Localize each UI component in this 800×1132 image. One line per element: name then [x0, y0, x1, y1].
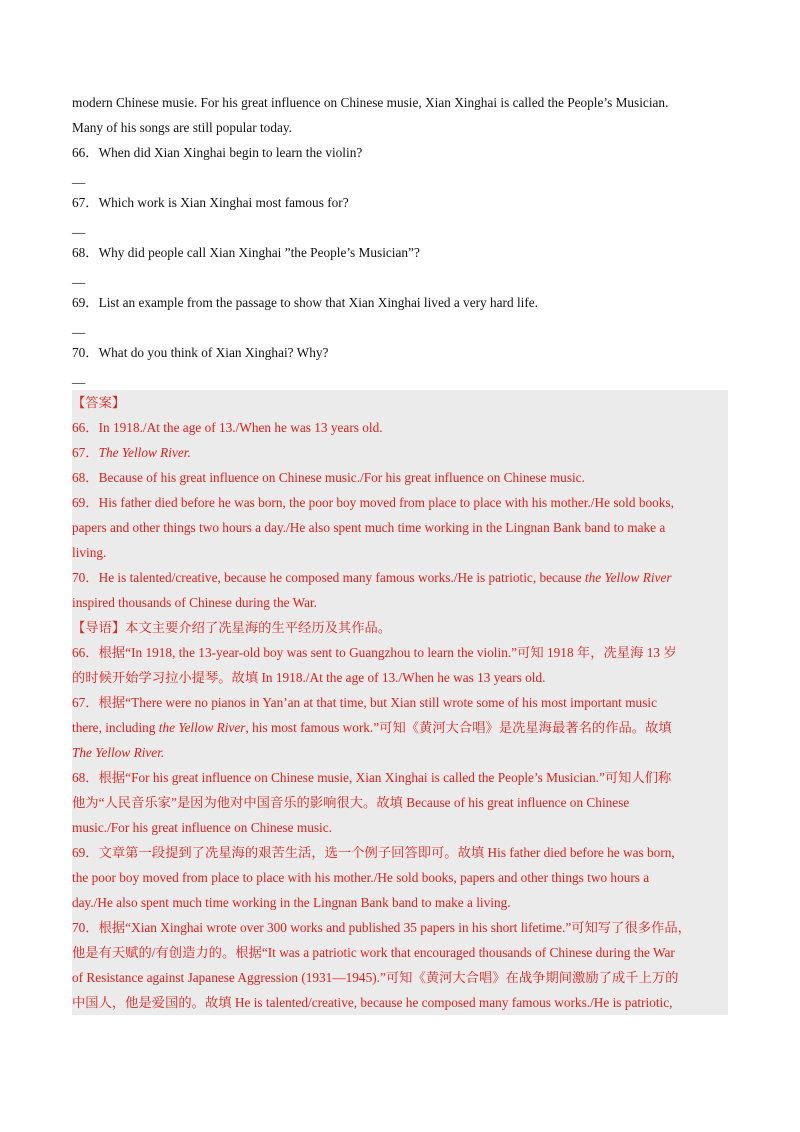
guide-67-line: 67．根据“There were no pianos in Yan’an at that time, but Xian still wrote some of his most important music — [72, 695, 657, 710]
answer-blank[interactable]: __ — [72, 170, 86, 185]
worksheet-page — [72, 90, 728, 1015]
guide-68-line: 68．根据“For his great influence on Chinese musie, Xian Xinghai is called the People’s Musician.”可知人们称 — [72, 770, 672, 785]
answer-69-line: living. — [72, 545, 107, 560]
question-text: When did Xian Xinghai begin to learn the violin? — [98, 145, 363, 160]
guide-69-line: the poor boy moved from place to place with his mother./He sold books, papers and other things two hours a — [72, 870, 650, 885]
question-list — [72, 140, 728, 390]
answer-70-title: the Yellow River — [584, 570, 672, 585]
answer-67: 67．The Yellow River. — [72, 445, 191, 460]
question-number: 68． — [72, 245, 99, 260]
answer-70-line: 70．He is talented/creative, because he composed many famous works./He is patriotic, because the Yellow River — [72, 570, 672, 585]
question-text: List an example from the passage to show that Xian Xinghai lived a very hard life. — [98, 295, 539, 310]
guide-68-line: 他为“人民音乐家”是因为他对中国音乐的影响很大。故填 Because of his great influence on Chinese — [72, 795, 630, 810]
question-68 — [72, 240, 728, 290]
question-67 — [72, 190, 728, 240]
guide-66-line: 66．根据“In 1918, the 13-year-old boy was sent to Guangzhou to learn the violin.”可知 1918 年，冼星海 13 岁 — [72, 645, 677, 660]
guide-70-line: 他是有天赋的/有创造力的。根据“It was a patriotic work that encouraged thousands of Chinese during the War — [72, 945, 675, 960]
guide-70-line: 70．根据“Xian Xinghai wrote over 300 works and published 35 papers in his short lifetime.”可知写了很多作品， — [72, 920, 691, 935]
answer-69-line: papers and other things two hours a day./He also spent much time working in the Lingnan Bank band to make a — [72, 520, 666, 535]
passage-ending — [72, 90, 728, 140]
guide-70-line: of Resistance against Japanese Aggression (1931—1945).”可知《黄河大合唱》在战争期间激励了成千上万的 — [72, 970, 679, 985]
answer-blank[interactable]: __ — [72, 220, 86, 235]
answer-66: 66．In 1918./At the age of 13./When he was 13 years old. — [72, 420, 383, 435]
guide-66-line: 的时候开始学习拉小提琴。故填 In 1918./At the age of 13./When he was 13 years old. — [72, 670, 546, 685]
question-number: 67． — [72, 195, 99, 210]
guide-69-line: day./He also spent much time working in the Lingnan Bank band to make a living. — [72, 895, 511, 910]
question-text: Why did people call Xian Xinghai ”the People’s Musician”? — [98, 245, 420, 260]
answer-70-line: inspired thousands of Chinese during the War. — [72, 595, 318, 610]
answer-67-title: The Yellow River. — [98, 445, 191, 460]
guide-69-line: 69．文章第一段提到了冼星海的艰苦生活，选一个例子回答即可。故填 His father died before he was born, — [72, 845, 675, 860]
answer-header: 【答案】 — [72, 395, 126, 410]
answer-blank[interactable]: __ — [72, 270, 86, 285]
guide-67-line: there, including the Yellow River, his most famous work.”可知《黄河大合唱》是冼星海最著名的作品。故填 — [72, 720, 672, 735]
question-70 — [72, 340, 728, 390]
guide-70-line: 中国人，他是爱国的。故填 He is talented/creative, because he composed many famous works./He is patriotic, — [72, 995, 673, 1010]
guide-67-line: The Yellow River. — [72, 745, 165, 760]
answer-69-line: 69．His father died before he was born, the poor boy moved from place to place with his mother./He sold books, — [72, 495, 674, 510]
passage-line: modern Chinese musie. For his great influence on Chinese musie, Xian Xinghai is called the People’s Musician. — [72, 95, 669, 110]
guide-header: 【导语】本文主要介绍了冼星海的生平经历及其作品。 — [72, 620, 392, 635]
question-number: 66． — [72, 145, 99, 160]
guide-68-line: music./For his great influence on Chinese music. — [72, 820, 332, 835]
answer-68: 68．Because of his great influence on Chinese music./For his great influence on Chinese music. — [72, 470, 585, 485]
question-text: What do you think of Xian Xinghai? Why? — [98, 345, 329, 360]
answer-key-section — [72, 390, 728, 1015]
question-66 — [72, 140, 728, 190]
question-text: Which work is Xian Xinghai most famous for? — [98, 195, 349, 210]
passage-line: Many of his songs are still popular today. — [72, 120, 292, 135]
question-69 — [72, 290, 728, 340]
question-number: 69． — [72, 295, 99, 310]
answer-blank[interactable]: __ — [72, 320, 86, 335]
answer-blank[interactable]: __ — [72, 370, 86, 385]
question-number: 70． — [72, 345, 99, 360]
